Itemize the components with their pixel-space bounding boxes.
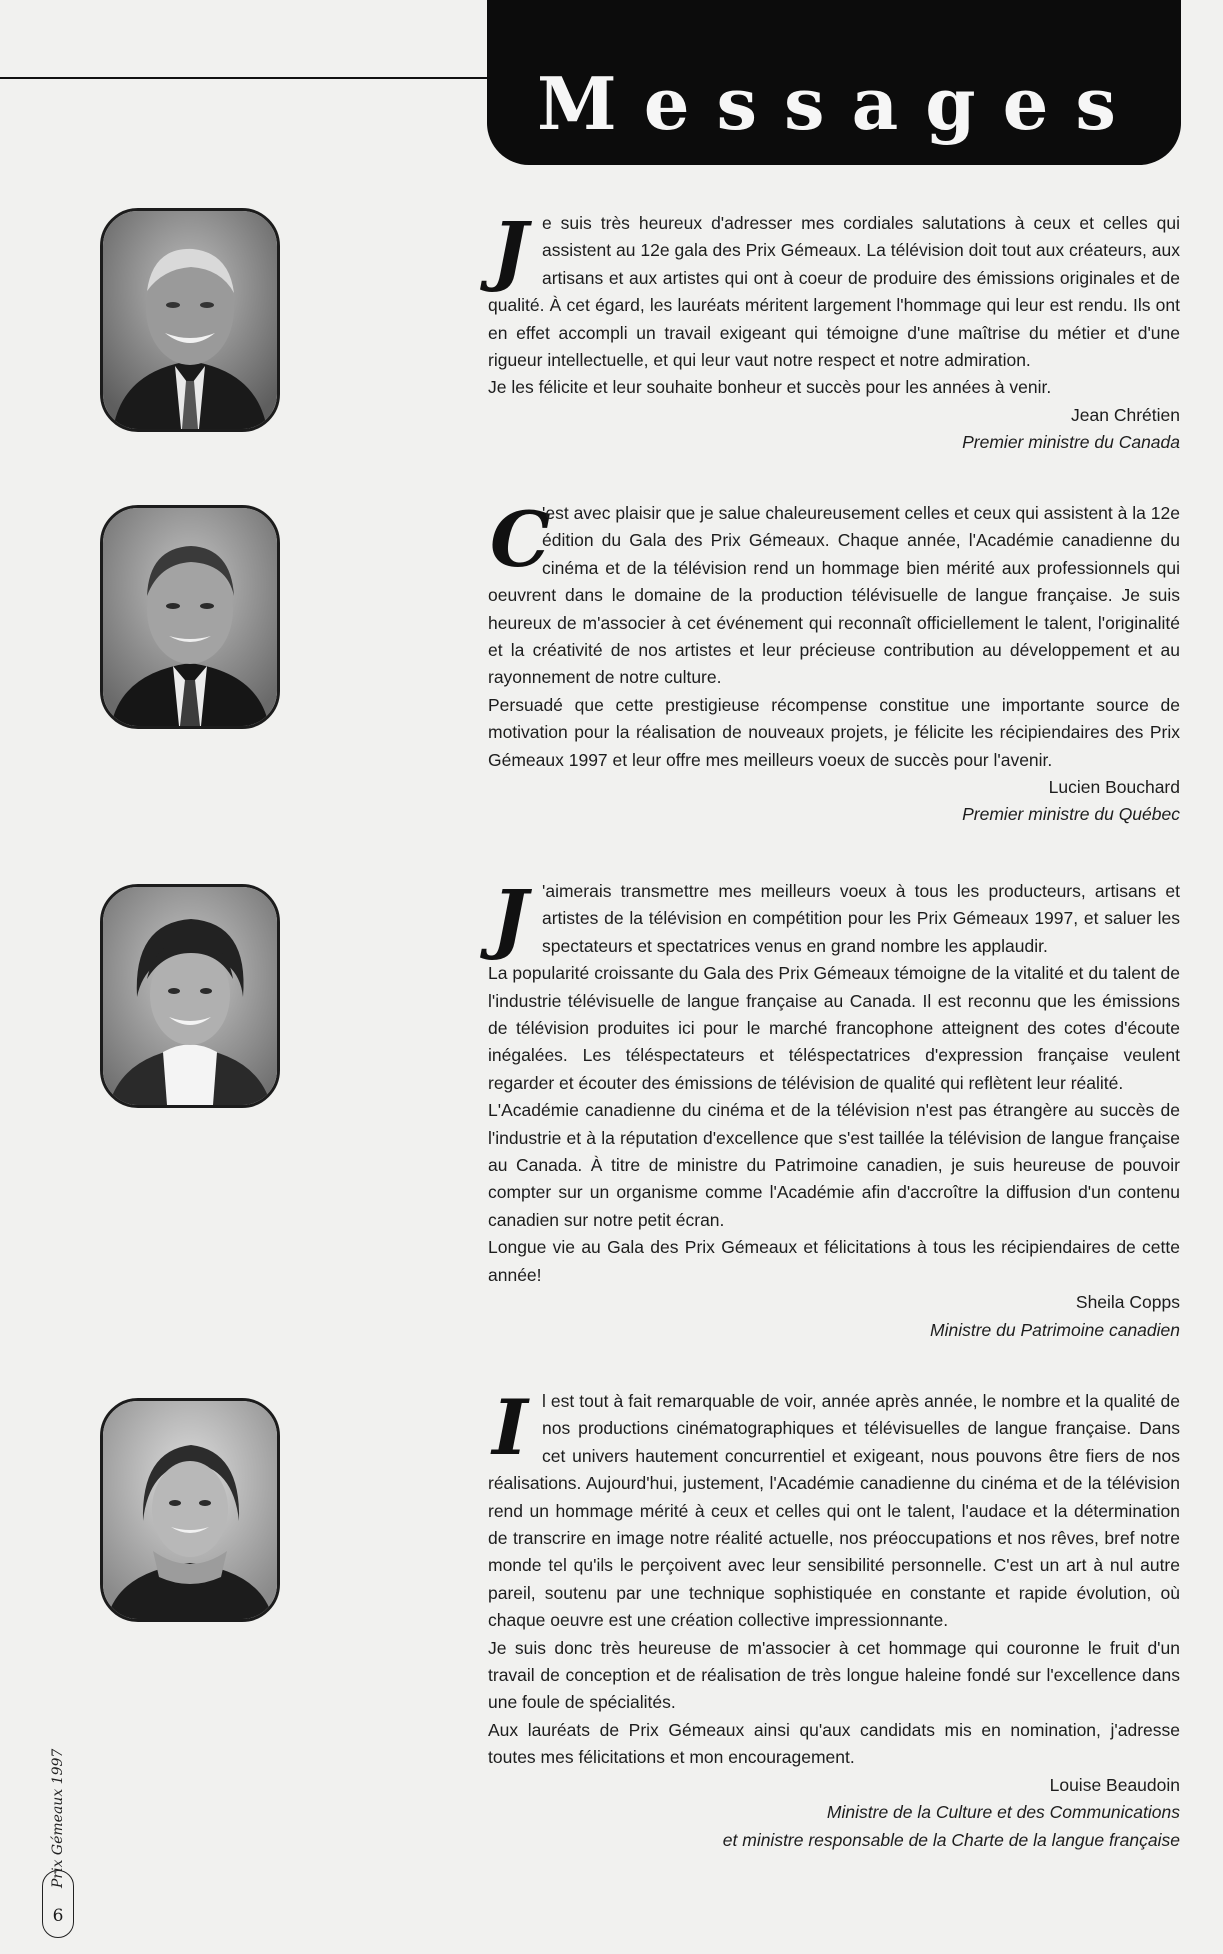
portrait-photo-1: [100, 208, 280, 432]
message-paragraph: Je suis donc très heureuse de m'associer à cet hommage qui couronne le fruit d'un travail de conception et de réalisation de très longue haleine fondé sur l'excellence dans une foule de spécialités.: [488, 1637, 1180, 1713]
message-paragraph: L'Académie canadienne du cinéma et de la télévision n'est pas étrangère au succès de l'industrie et à la réputation d'excellence que s'est taillée la télévision de langue française au Canada. À titre de ministre du Patrimoine canadien, je suis heureuse de pouvoir compter sur un organisme comme l'Académie afin d'accroître la diffusion d'un contenu canadien sur notre petit écran.: [488, 1100, 1180, 1230]
message-paragraph: Aux lauréats de Prix Gémeaux ainsi qu'aux candidats mis en nomination, j'adresse toutes mes félicitations et mon encouragement.: [488, 1719, 1180, 1768]
page-title: Messages: [537, 61, 1143, 146]
message-paragraph: Persuadé que cette prestigieuse récompense constitue une importante source de motivation pour la réalisation de nouveaux projets, je félicite les récipiendaires des Prix Gémeaux 1997 et leur offre mes meilleurs voeux de succès pour l'avenir.: [488, 694, 1180, 770]
portrait-photo-4: [100, 1398, 280, 1622]
message-bouchard: [488, 495, 1180, 829]
message-paragraph: Je les félicite et leur souhaite bonheur et succès pour les années à venir.: [488, 377, 1052, 398]
signature-title: et ministre responsable de la Charte de la langue française: [722, 1829, 1180, 1850]
message-paragraph: l est tout à fait remarquable de voir, année après année, le nombre et la qualité de nos productions cinématographiques et télévisuelles de langue française. Dans cet univers hautement concurrentiel et exigeant, nous pouvons être fiers de nos réalisations. Aujourd'hui, justement, l'Académie canadienne du cinéma et de la télévision rend un hommage mérité à ceux et celles qui ont le talent, l'audace et la détermination de transcrire en image notre réalité actuelle, nos préoccupations et nos rêves, bref notre monde tel qu'ils le perçoivent avec leur sensibilité personnelle. C'est un art à nul autre pareil, soutenu par une technique sophistiquée en constante et rapide évolution, où chaque oeuvre est une création collective impressionnante.: [488, 1391, 1180, 1631]
portrait-photo-3: [100, 884, 280, 1108]
signature-name: Lucien Bouchard: [1048, 777, 1180, 798]
message-chretien: [488, 205, 1180, 457]
message-paragraph: 'est avec plaisir que je salue chaleureusement celles et ceux qui assistent à la 12e édition du Gala des Prix Gémeaux. Chaque année, l'Académie canadienne du cinéma et de la télévision rend un hommage bien mérité aux professionnels qui oeuvrent dans le domaine de la production télévisuelle de langue française. Je suis heureux de m'associer à cet événement qui reconnaît officiellement le talent, l'originalité et la créativité de nos artistes et leur précieuse contribution au développement et au rayonnement de notre culture.: [488, 503, 1180, 688]
signature-title: Ministre du Patrimoine canadien: [930, 1319, 1180, 1340]
message-paragraph: La popularité croissante du Gala des Prix Gémeaux témoigne de la vitalité et du talent de l'industrie télévisuelle de langue française au Canada. Il est reconnu que les émissions de télévision produites ici pour le marché francophone atteignent des cotes d'écoute inégalées. Les téléspectateurs et téléspectatrices d'expression française veulent regarder et écouter des émissions de télévision de qualité qui reflètent leur réalité.: [488, 963, 1180, 1093]
portrait-photo-2: [100, 505, 280, 729]
drop-cap: J: [492, 873, 528, 962]
page-number: [42, 1870, 74, 1938]
drop-cap: J: [492, 205, 528, 294]
signature-title: Ministre de la Culture et des Communications: [826, 1802, 1180, 1823]
publication-text: Prix Gémeaux 1997: [50, 1748, 66, 1888]
signature-name: Jean Chrétien: [1071, 404, 1180, 425]
signature-name: Sheila Copps: [1075, 1292, 1180, 1313]
signature-name: Louise Beaudoin: [1049, 1774, 1180, 1795]
message-copps: [488, 873, 1180, 1344]
drop-cap: I: [492, 1383, 528, 1472]
message-paragraph: Longue vie au Gala des Prix Gémeaux et félicitations à tous les récipiendaires de cette année!: [488, 1237, 1180, 1285]
header-banner: [487, 0, 1181, 165]
page-number-text: 6: [52, 1906, 64, 1926]
message-paragraph: 'aimerais transmettre mes meilleurs voeux à tous les producteurs, artisans et artistes de la télévision en compétition pour les Prix Gémeaux 1997, et saluer les spectateurs et spectatrices venus en grand nombre les applaudir.: [542, 881, 1180, 956]
header-rule: [0, 77, 490, 79]
message-paragraph: e suis très heureux d'adresser mes cordiales salutations à ceux et celles qui assistent au 12e gala des Prix Gémeaux. La télévision doit tout aux créateurs, aux artisans et aux artistes qui ont à coeur de produire des émissions originales et de qualité. À cet égard, les lauréats méritent largement l'hommage qui leur est rendu. Ils ont en effet accompli un travail exigeant qui témoigne d'une maîtrise du métier et d'une rigueur intellectuelle, et qui leur vaut notre respect et notre admiration.: [488, 213, 1180, 371]
drop-cap: C: [490, 495, 551, 584]
signature-title: Premier ministre du Québec: [962, 804, 1180, 825]
message-beaudoin: [488, 1383, 1180, 1854]
signature-title: Premier ministre du Canada: [962, 432, 1180, 453]
